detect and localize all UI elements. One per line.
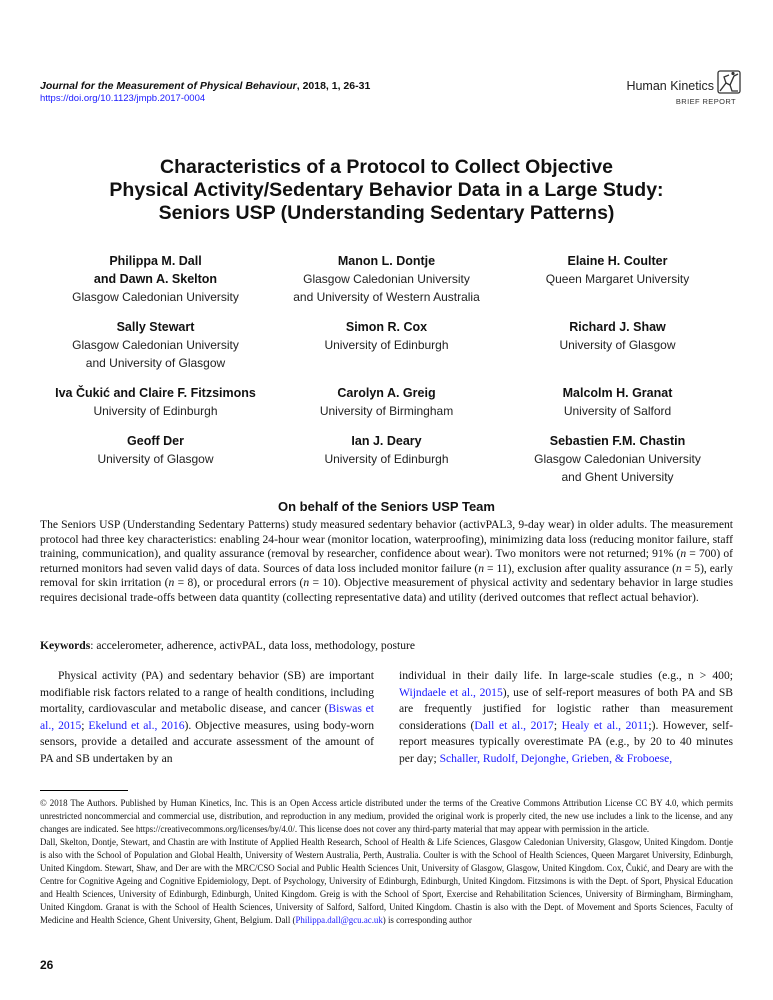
author-affiliation: University of Birmingham xyxy=(319,404,454,418)
author-entry xyxy=(271,252,502,306)
author-name: Geoff Der xyxy=(127,434,184,448)
body-paragraph xyxy=(399,668,733,767)
citation-link[interactable]: Schaller, Rudolf, Dejonghe, Grieben, & Froboese, xyxy=(439,751,673,765)
author-affiliation: Glasgow Caledonian University xyxy=(72,290,239,304)
title-line-2: Physical Activity/Sedentary Behavior Data in a Large Study: xyxy=(109,179,664,201)
author-affiliation: University of Edinburgh xyxy=(324,452,449,466)
author-affiliation: and University of Western Australia xyxy=(293,290,480,304)
author-name: Iva Čukić and Claire F. Fitzsimons xyxy=(55,386,256,400)
author-name: and Dawn A. Skelton xyxy=(93,272,218,286)
body-text: ). Objective measures, using body-worn sensors, provide a detailed and accurate assessment of the amount of PA and SB undertaken by an xyxy=(40,718,374,765)
author-name: Richard J. Shaw xyxy=(569,320,666,334)
author-affiliation: Glasgow Caledonian University xyxy=(303,272,470,286)
doi-link[interactable]: https://doi.org/10.1123/jmpb.2017-0004 xyxy=(40,93,206,104)
stat-symbol: n xyxy=(676,561,682,575)
author-name: Elaine H. Coulter xyxy=(567,254,668,268)
author-entry xyxy=(40,384,271,420)
author-name: Ian J. Deary xyxy=(351,434,422,448)
keywords xyxy=(40,639,415,652)
citation-link[interactable]: Healy et al., 2011 xyxy=(561,718,649,732)
journal-citation xyxy=(40,80,370,92)
publisher-block xyxy=(626,70,741,106)
author-entry xyxy=(271,318,502,372)
body-column-right xyxy=(399,668,733,767)
body-text: ; xyxy=(553,718,562,732)
body-text: ;). However, self-report measures typically overestimate PA (e.g., by 20 to 40 minutes per day; xyxy=(399,718,734,765)
author-row xyxy=(40,384,733,420)
article-title xyxy=(60,156,713,225)
footnotes xyxy=(40,797,733,927)
keywords-label: Keywords xyxy=(40,639,91,652)
author-name: Simon R. Cox xyxy=(345,320,428,334)
journal-header xyxy=(40,80,370,104)
title-line-1: Characteristics of a Protocol to Collect Objective xyxy=(160,156,613,178)
body-text: ), use of self-report measures of both PA and SB are frequently justified for logistic rather than measurement considerations ( xyxy=(399,685,734,732)
author-affiliation: University of Edinburgh xyxy=(93,404,218,418)
author-entry xyxy=(502,252,733,306)
citation-link[interactable]: Dall et al., 2017 xyxy=(474,718,554,732)
author-affiliation: Glasgow Caledonian University xyxy=(534,452,701,466)
corresponding-text: ) is corresponding author xyxy=(382,915,472,925)
footnote-divider xyxy=(40,790,128,791)
author-affiliation: and University of Glasgow xyxy=(85,356,226,370)
author-affiliation: University of Glasgow xyxy=(97,452,214,466)
publisher-name: Human Kinetics xyxy=(626,79,714,93)
stat-symbol: n xyxy=(478,561,484,575)
citation-link[interactable]: Ekelund et al., 2016 xyxy=(88,718,185,732)
body-columns xyxy=(40,668,733,767)
author-name: Malcolm H. Granat xyxy=(562,386,673,400)
body-text: individual in their daily life. In large-scale studies (e.g., n > 400; xyxy=(399,669,733,682)
body-text: Physical activity (PA) and sedentary behavior (SB) are important modifiable risk factors related to a range of health conditions, including mortality, cardiovascular and metabolic disease, and cancer ( xyxy=(40,669,374,715)
title-line-3: Seniors USP (Understanding Sedentary Patterns) xyxy=(158,202,615,224)
license-note: © 2018 The Authors. Published by Human Kinetics, Inc. This is an Open Access article distributed under the terms of the Creative Commons Attribution License CC BY 4.0, which permits unrestricted noncommercial and commercial use, distribution, and reproduction in any medium, provided the original work is properly cited, the new use includes a link to the license, and any changes are indicated. See https://creativecommons.org/licenses/by/4.0/. This license does not cover any third-party material that may appear with permission in the article. xyxy=(40,798,733,834)
journal-name: Journal for the Measurement of Physical Behaviour xyxy=(40,80,297,92)
body-column-left xyxy=(40,668,374,767)
journal-volume-pages: , 2018, 1, 26-31 xyxy=(296,80,371,92)
author-entry xyxy=(40,318,271,372)
author-name: Sally Stewart xyxy=(116,320,195,334)
author-row xyxy=(40,432,733,486)
affiliations-text: Dall, Skelton, Dontje, Stewart, and Chastin are with Institute of Applied Health Research, School of Health & Life Sciences, Glasgow Caledonian University, Glasgow, United Kingdom. Dontje is also with the School of Population and Global Health, University of Western Australia, Perth, Australia. Coulter is with the School of Health Sciences, Queen Margaret University, Edinburgh, United Kingdom. Stewart, Shaw, and Der are with the MRC/CSO Social and Public Health Sciences Unit, University of Glasgow, Glasgow, United Kingdom. Cox, Čukić, and Deary are with the Centre for Cognitive Ageing and Cognitive Epidemiology, Dept. of Psychology, University of Edinburgh, Edinburgh, United Kingdom. Fitzsimons is with the Dept. of Sport, Physical Education and Health Sciences, University of Edinburgh, Edinburgh, United Kingdom. Greig is with the School of Sport, Exercise and Rehabilitation Sciences, University of Birmingham, Birmingham, United Kingdom. Granat is with the School of Health Sciences, University of Salford, Salford, United Kingdom. Chastin is also with the Dept. of Movement and Sports Sciences, Faculty of Medicine and Health Science, Ghent University, Ghent, Belgium. Dall ( xyxy=(40,837,733,925)
author-entry xyxy=(271,384,502,420)
abstract: The Seniors USP (Understanding Sedentary Patterns) study measured sedentary behavior (activPAL3, 9-day wear) in older adults. The measurement protocol had three key characteristics: enabling 24-hour wear (monitor location, waterproofing), minimizing data loss (reducing monitor failure, staff training, communication), and quality assurance (removal by researcher, confidence about wear). Two monitors were not returned; 91% (n = 700) of returned monitors had seven valid days of data. Sources of data loss included monitor failure (n = 11), exclusion after quality assurance (n = 5), early removal for skin irritation (n = 8), or procedural errors (n = 10). Objective measurement of physical activity and sedentary behavior in large studies requires decisional trade-offs between data quantity (collecting representative data) and utility (derived outcomes that reflect actual behavior). xyxy=(40,518,734,604)
author-affiliation: and Ghent University xyxy=(561,470,674,484)
body-text: ; xyxy=(81,718,89,732)
affiliations-note xyxy=(40,836,733,927)
author-entry xyxy=(40,432,271,486)
team-attribution: On behalf of the Seniors USP Team xyxy=(278,499,495,514)
corresponding-email-link[interactable]: Philippa.dall@gcu.ac.uk xyxy=(295,915,383,925)
author-affiliation: Glasgow Caledonian University xyxy=(72,338,239,352)
stat-symbol: n xyxy=(680,547,687,561)
page-number: 26 xyxy=(40,958,54,972)
author-affiliation: University of Glasgow xyxy=(559,338,676,352)
stat-symbol: n xyxy=(168,576,175,590)
article-type-label: BRIEF REPORT xyxy=(675,97,736,106)
author-affiliation: University of Salford xyxy=(563,404,672,418)
body-paragraph xyxy=(40,668,374,767)
author-list xyxy=(40,252,733,498)
author-name: Manon L. Dontje xyxy=(337,254,436,268)
human-kinetics-logo-icon xyxy=(717,70,741,94)
author-name: Carolyn A. Greig xyxy=(337,386,436,400)
author-row xyxy=(40,318,733,372)
keywords-values: : accelerometer, adherence, activPAL, data loss, methodology, posture xyxy=(90,639,416,652)
author-entry xyxy=(40,252,271,306)
author-entry xyxy=(502,432,733,486)
author-affiliation: Queen Margaret University xyxy=(545,272,690,286)
author-entry xyxy=(271,432,502,486)
citation-link[interactable]: Wijndaele et al., 2015 xyxy=(399,685,503,699)
author-affiliation: University of Edinburgh xyxy=(324,338,449,352)
author-name: Philippa M. Dall xyxy=(109,254,202,268)
author-entry xyxy=(502,384,733,420)
author-name: Sebastien F.M. Chastin xyxy=(549,434,686,448)
author-entry xyxy=(502,318,733,372)
citation-link[interactable]: Biswas et al., 2015 xyxy=(40,702,374,732)
author-row xyxy=(40,252,733,306)
stat-symbol: n xyxy=(303,576,310,590)
